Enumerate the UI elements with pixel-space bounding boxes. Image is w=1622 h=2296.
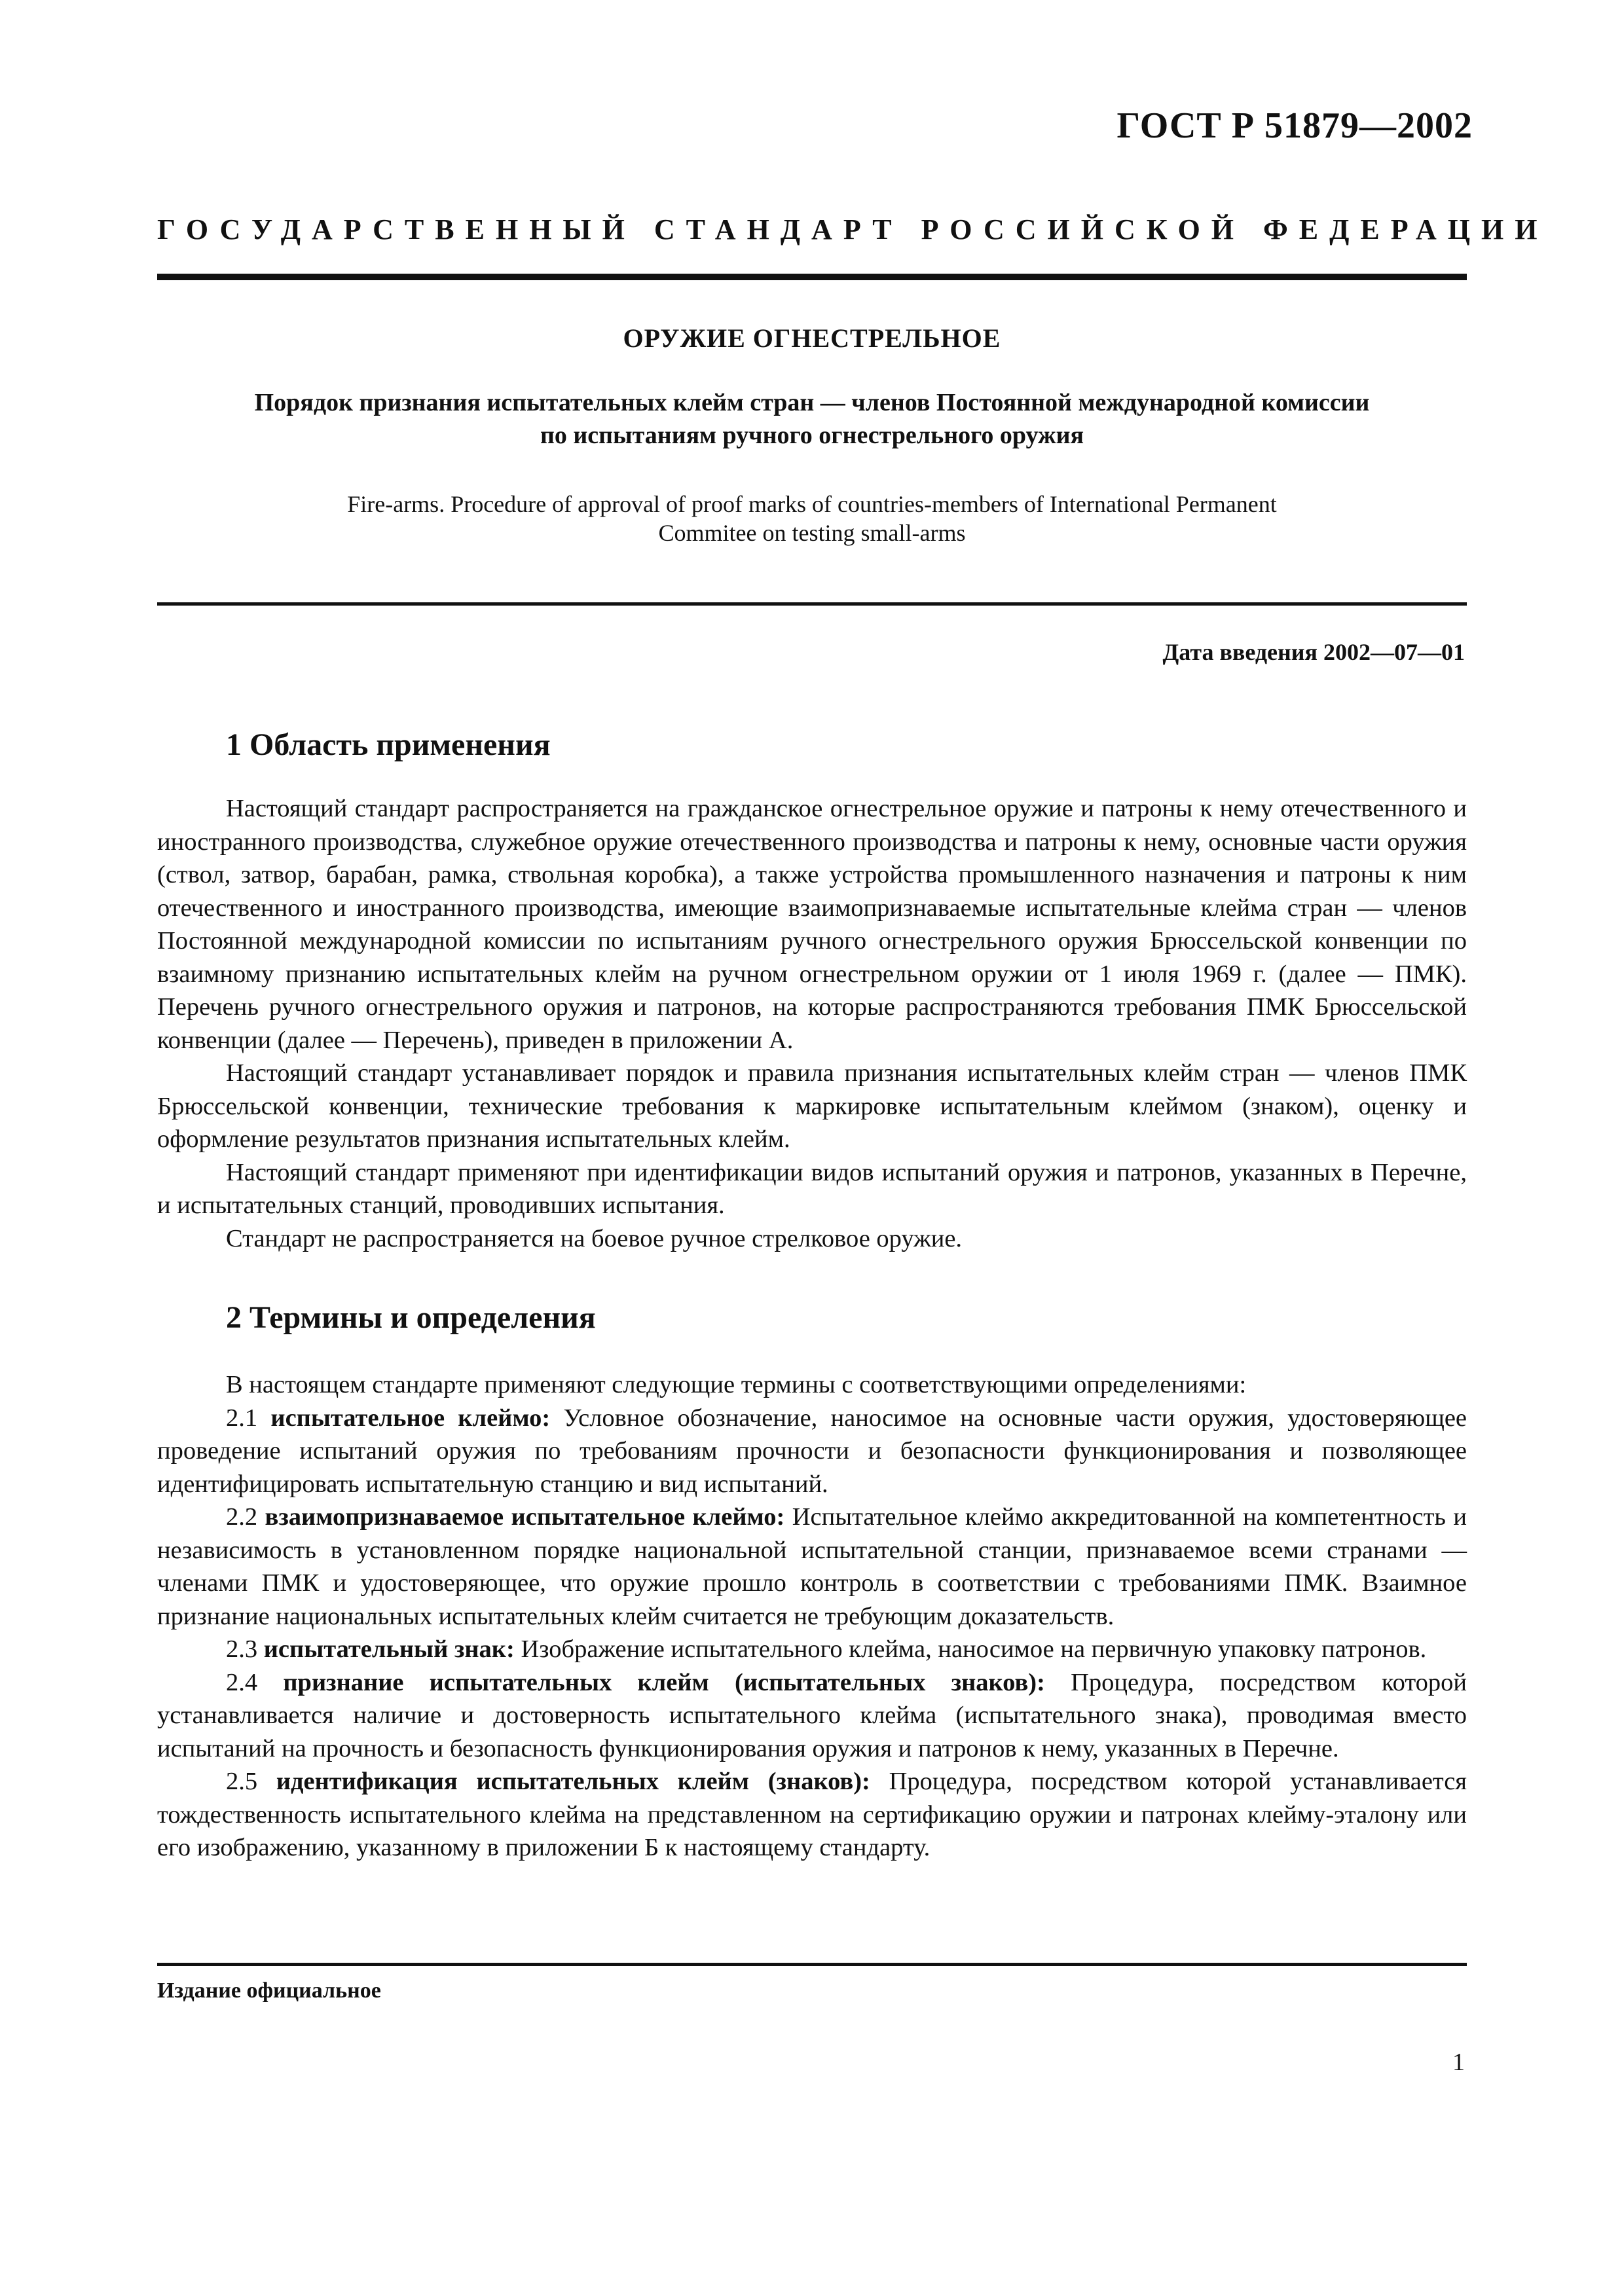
english-title-line: Fire-arms. Procedure of approval of proof marks of countries-members of International Permanent bbox=[347, 491, 1277, 517]
term-name: идентификация испытательных клейм (знаков): bbox=[276, 1768, 870, 1795]
section-2-title: 2 Термины и определения bbox=[226, 1300, 596, 1335]
header-rule bbox=[157, 274, 1467, 280]
term-number: 2.3 bbox=[226, 1635, 258, 1663]
section-1-title: 1 Область применения bbox=[226, 727, 551, 762]
paragraph: Настоящий стандарт применяют при идентификации видов испытаний оружия и патронов, указанных в Перечне, и испытательных станций, проводивших испытания. bbox=[157, 1158, 1467, 1219]
term-definition: Испытательное клеймо аккредитованной на компетентность и независимость в установленном порядке национальной испытательной станции, признаваемое всеми странами — членами ПМК и удостоверяющее, что оружие прошло контроль в соответствии с требованиями ПМК. Взаимное признание национальных испытательных клейм считается не требующим доказательств. bbox=[157, 1503, 1467, 1630]
document-subtitle bbox=[157, 386, 1467, 452]
term-definition: Процедура, посредством которой устанавливается тождественность испытательного клейма на представленном на сертификацию оружии и патронах клейму-эталону или его изображению, указанному в приложении Б к настоящему стандарту. bbox=[157, 1768, 1467, 1861]
english-title-line: Commitee on testing small-arms bbox=[658, 520, 966, 546]
introduction-date: Дата введения 2002—07—01 bbox=[1162, 639, 1465, 665]
term-entry bbox=[157, 1633, 1467, 1666]
paragraph: Стандарт не распространяется на боевое ручное стрелковое оружие. bbox=[226, 1224, 963, 1252]
term-entry bbox=[157, 1402, 1467, 1501]
title-rule bbox=[157, 602, 1467, 606]
paragraph: Настоящий стандарт распространяется на гражданское огнестрельное оружие и патроны к нему отечественного и иностранного производства, служебное оружие отечественного производства и патроны к нему, основные части оружия (ствол, затвор, барабан, рамка, ствольная коробка), а также устройства промышленного назначения и патроны к ним отечественного и иностранного производства, имеющие взаимопризнаваемые испытательные клейма стран — членов Постоянной международной комиссии по испытаниям ручного огнестрельного оружия Брюссельской конвенции по взаимному признанию испытательных клейм на ручном огнестрельном оружии от 1 июля 1969 г. (далее — ПМК). Перечень ручного огнестрельного оружия и патронов, на которые распространяются требования ПМК Брюссельской конвенции (далее — Перечень), приведен в приложении А. bbox=[157, 795, 1467, 1054]
term-definition: Процедура, посредством которой устанавливается наличие и достоверность испытательного клейма (испытательного знака), проводимая вместо испытаний на прочность и безопасность функционирования оружия и патронов к нему, указанных в Перечне. bbox=[157, 1668, 1467, 1762]
subtitle-line: по испытаниям ручного огнестрельного оружия bbox=[540, 422, 1084, 449]
term-definition: Изображение испытательного клейма, наносимое на первичную упаковку патронов. bbox=[521, 1635, 1427, 1663]
term-definition: Условное обозначение, наносимое на основные части оружия, удостоверяющее проведение испытаний оружия по требованиям прочности и безопасности функционирования и позволяющее идентифицировать испытательную станцию и вид испытаний. bbox=[157, 1404, 1467, 1498]
section-1-body bbox=[157, 792, 1467, 1255]
term-number: 2.2 bbox=[226, 1503, 258, 1531]
document-code: ГОСТ Р 51879—2002 bbox=[1116, 105, 1473, 146]
paragraph: Настоящий стандарт устанавливает порядок и правила признания испытательных клейм стран — членов ПМК Брюссельской конвенции, технические требования к маркировке испытательным клеймом (знаком), оценку и оформление результатов признания испытательных клейм. bbox=[157, 1059, 1467, 1153]
term-entry bbox=[157, 1666, 1467, 1766]
term-number: 2.4 bbox=[226, 1668, 258, 1696]
english-title bbox=[157, 490, 1467, 547]
term-entry bbox=[157, 1765, 1467, 1865]
subtitle-line: Порядок признания испытательных клейм стран — членов Постоянной международной комиссии bbox=[254, 389, 1370, 416]
term-number: 2.1 bbox=[226, 1404, 258, 1432]
term-number: 2.5 bbox=[226, 1768, 258, 1795]
term-name: взаимопризнаваемое испытательное клеймо: bbox=[265, 1503, 785, 1531]
document-title: ОРУЖИЕ ОГНЕСТРЕЛЬНОЕ bbox=[623, 323, 1001, 353]
state-standard-header: ГОСУДАРСТВЕННЫЙ СТАНДАРТ РОССИЙСКОЙ ФЕДЕРАЦИИ bbox=[157, 213, 1549, 246]
term-name: испытательный знак: bbox=[263, 1635, 515, 1663]
edition-note: Издание официальное bbox=[157, 1978, 381, 2003]
page-number: 1 bbox=[1452, 2049, 1465, 2076]
term-entry bbox=[157, 1501, 1467, 1633]
footer-rule bbox=[157, 1963, 1467, 1966]
term-name: испытательное клеймо: bbox=[270, 1404, 551, 1432]
term-name: признание испытательных клейм (испытательных знаков): bbox=[283, 1668, 1045, 1696]
section-2-body bbox=[157, 1368, 1467, 1865]
paragraph: В настоящем стандарте применяют следующие термины с соответствующими определениями: bbox=[226, 1371, 1247, 1398]
